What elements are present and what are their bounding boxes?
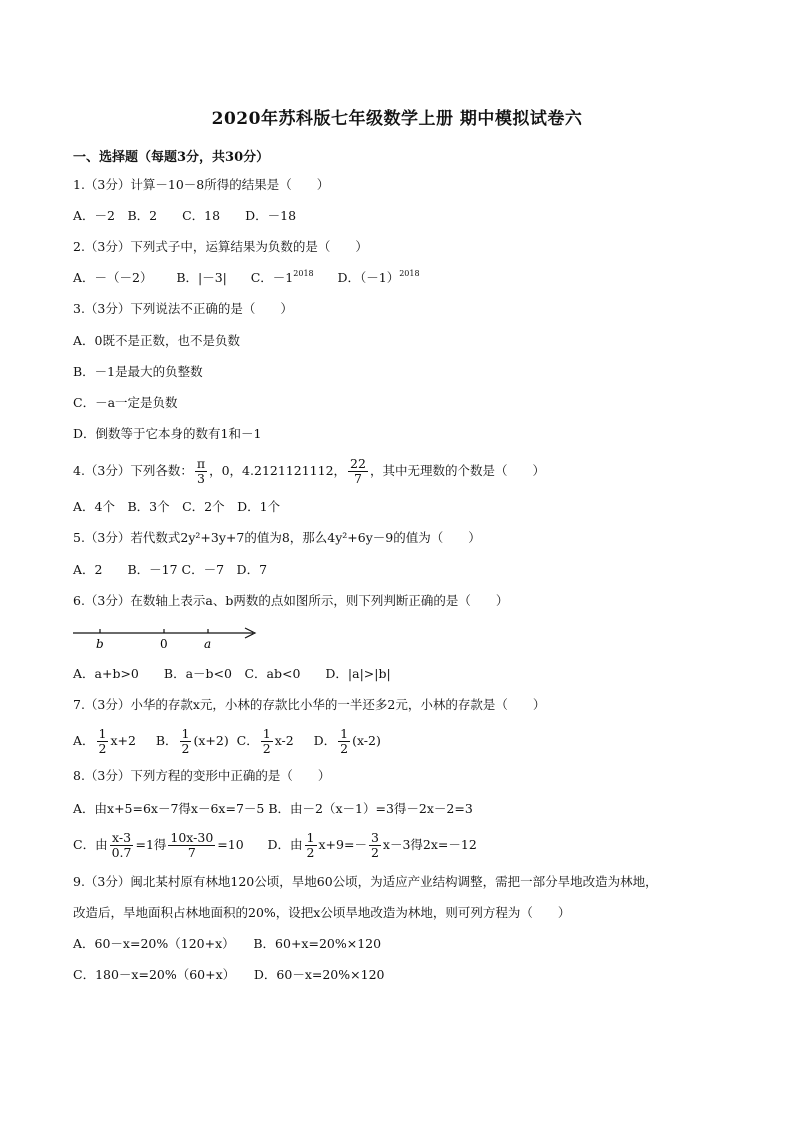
option-d-label: D．由 <box>267 837 303 852</box>
fraction-one-half <box>305 831 317 860</box>
option-d-text: (x-2) <box>352 733 381 748</box>
fraction-numerator: 3 <box>370 830 379 845</box>
question-2-options <box>73 269 420 287</box>
option-d-exponent: 2018 <box>399 269 420 278</box>
question-4-stem <box>73 454 545 488</box>
question-3-option-b: B．－1是最大的负整数 <box>73 364 203 379</box>
question-6-stem: 6.（3分）在数轴上表示a、b两数的点如图所示，则下列判断正确的是（ ） <box>73 593 509 608</box>
label-b: b <box>96 637 104 651</box>
fraction-denominator: 3 <box>197 471 205 486</box>
question-9-line-1: 9.（3分）闽北某村原有林地120公顷，旱地60公顷，为适应产业结构调整，需把一部分旱地改造为林地， <box>73 874 658 889</box>
question-1-stem: 1.（3分）计算－10－8所得的结果是（ ） <box>73 177 330 192</box>
option-a-text: x+2 <box>110 733 136 748</box>
option-c-text: x-2 <box>274 733 294 748</box>
fraction-numerator: 1 <box>98 726 107 741</box>
fraction-denominator: 7 <box>187 845 196 860</box>
fraction-one-half <box>97 727 109 756</box>
question-7-options <box>73 724 381 758</box>
label-a: a <box>204 637 212 651</box>
fraction-one-half <box>261 727 273 756</box>
fraction-denominator: 2 <box>340 741 349 756</box>
fraction-pi-over-3 <box>195 457 207 486</box>
question-3-option-d: D．倒数等于它本身的数有1和－1 <box>73 426 262 441</box>
fraction-numerator: 22 <box>350 456 366 471</box>
option-c-suffix: =10 <box>217 837 244 852</box>
section-heading: 一、选择题（每题3分，共30分） <box>73 150 270 165</box>
page-title: 2020年苏科版七年级数学上册 期中模拟试卷六 <box>211 109 583 129</box>
fraction-denominator: 2 <box>306 845 315 860</box>
question-9-options-ab: A．60－x=20%（120+x） B．60+x=20%×120 <box>73 936 382 951</box>
question-9-line-2: 改造后，旱地面积占林地面积的20%，设把x公顷旱地改造为林地，则可列方程为（ ） <box>73 905 571 920</box>
question-5-stem: 5.（3分）若代数式2y²+3y+7的值为8，那么4y²+6y－9的值为（ ） <box>73 530 481 545</box>
fraction-denominator: 7 <box>354 471 362 486</box>
option-c-middle: =1得 <box>135 837 167 852</box>
fraction-one-half <box>180 727 192 756</box>
fraction-numerator: 1 <box>262 726 271 741</box>
fraction-10x-minus-30-over-7 <box>168 831 215 860</box>
fraction-three-halves <box>369 831 381 860</box>
fraction-denominator: 0.7 <box>111 845 132 860</box>
fraction-denominator: 2 <box>98 741 107 756</box>
question-7-stem: 7.（3分）小华的存款x元，小林的存款比小华的一半还多2元，小林的存款是（ ） <box>73 697 546 712</box>
option-c: C．－1 <box>250 270 294 285</box>
fraction-one-half <box>338 727 350 756</box>
question-3-stem: 3.（3分）下列说法不正确的是（ ） <box>73 301 293 316</box>
question-4-prefix: 4.（3分）下列各数： <box>73 463 193 478</box>
question-3-option-c: C．－a一定是负数 <box>73 395 178 410</box>
question-4-options: A．4个 B．3个 C．2个 D．1个 <box>73 499 281 514</box>
question-2-stem: 2.（3分）下列式子中，运算结果为负数的是（ ） <box>73 239 368 254</box>
question-8-options-cd <box>73 828 477 862</box>
question-3-option-a: A．0既不是正数，也不是负数 <box>73 333 240 348</box>
option-d-middle: x+9=－ <box>318 837 367 852</box>
question-4-suffix: ，其中无理数的个数是（ ） <box>369 463 545 478</box>
option-b: B．|－3| <box>176 270 227 285</box>
question-9-options-cd: C．180－x=20%（60+x） D．60－x=20%×120 <box>73 967 385 982</box>
fraction-denominator: 2 <box>181 741 190 756</box>
option-c-exponent: 2018 <box>293 269 314 278</box>
number-line-figure <box>73 624 263 652</box>
option-b-text: (x+2) <box>193 733 229 748</box>
fraction-denominator: 2 <box>370 845 379 860</box>
fraction-x-minus-3-over-0-7 <box>110 831 134 860</box>
option-d: D．（－1） <box>337 270 400 285</box>
option-b-label: B． <box>155 733 178 748</box>
option-c-label: C．由 <box>73 837 108 852</box>
fraction-numerator: x-3 <box>112 830 132 845</box>
option-a: A．－（－2） <box>73 270 153 285</box>
fraction-22-over-7 <box>348 457 368 486</box>
fraction-numerator: 1 <box>306 830 315 845</box>
question-4-middle: ，0，4.2121121112， <box>209 463 347 478</box>
option-d-label: D． <box>313 733 337 748</box>
option-a-label: A． <box>73 733 95 748</box>
question-8-options-ab: A．由x+5=6x－7得x－6x=7－5 B．由－2（x－1）=3得－2x－2=3 <box>73 801 473 816</box>
option-d-suffix: x－3得2x=－12 <box>382 837 477 852</box>
fraction-numerator: π <box>196 456 206 471</box>
fraction-numerator: 1 <box>340 726 349 741</box>
option-c-label: C． <box>236 733 259 748</box>
fraction-numerator: 1 <box>181 726 190 741</box>
question-6-options: A．a+b>0 B．a－b<0 C．ab<0 D．|a|>|b| <box>73 666 391 681</box>
label-zero: 0 <box>160 637 168 651</box>
fraction-numerator: 10x-30 <box>170 830 214 845</box>
question-8-stem: 8.（3分）下列方程的变形中正确的是（ ） <box>73 768 331 783</box>
question-5-options: A．2 B．－17 C．－7 D．7 <box>73 562 268 577</box>
fraction-denominator: 2 <box>262 741 271 756</box>
question-1-options: A．－2 B．2 C．18 D．－18 <box>73 208 297 223</box>
